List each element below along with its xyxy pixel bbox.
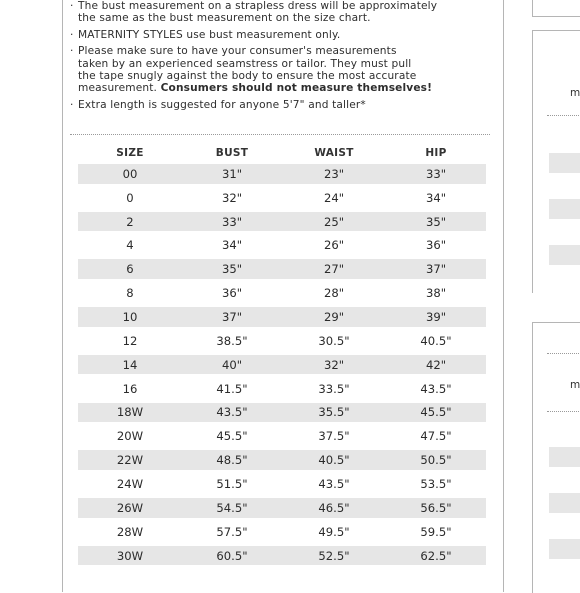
cell-bust: 31" bbox=[221, 166, 243, 181]
cell-waist: 40.5" bbox=[318, 453, 350, 468]
cell-waist: 32" bbox=[323, 357, 345, 372]
table-row bbox=[78, 474, 486, 494]
note-text: Please make sure to have your consumer's measurements taken by an experienced seamstress or tailor. They must pull the tape snugly against the body to ensure the most accurate measurement. Consumers should not measure themselves! bbox=[78, 45, 433, 95]
cell-hip: 38" bbox=[425, 286, 447, 301]
table-row bbox=[78, 450, 486, 470]
dotted-divider bbox=[547, 411, 580, 412]
table-row bbox=[78, 546, 486, 566]
cell-hip: 37" bbox=[425, 262, 447, 277]
cell-size: 16 bbox=[122, 381, 138, 396]
cell-waist: 35.5" bbox=[318, 405, 350, 420]
dotted-divider bbox=[547, 115, 580, 116]
cell-bust: 36" bbox=[221, 286, 243, 301]
cell-hip: 53.5" bbox=[420, 476, 452, 491]
table-row bbox=[78, 259, 486, 279]
cell-waist: 28" bbox=[323, 286, 345, 301]
note-bullet: · bbox=[70, 45, 74, 58]
cell-bust: 41.5" bbox=[216, 381, 248, 396]
cell-bust: 32" bbox=[221, 190, 243, 205]
cell-bust: 51.5" bbox=[216, 476, 248, 491]
note-maternity bbox=[70, 29, 500, 41]
cell-waist: 25" bbox=[323, 214, 345, 229]
cell-bust: 43.5" bbox=[216, 405, 248, 420]
shaded-row bbox=[549, 539, 580, 559]
table-row bbox=[78, 212, 486, 232]
note-extra-length bbox=[70, 99, 500, 111]
note-emphasis: Consumers should not measure themselves! bbox=[160, 82, 433, 95]
cell-waist: 30.5" bbox=[318, 333, 350, 348]
table-row bbox=[78, 307, 486, 327]
cell-waist: 43.5" bbox=[318, 476, 350, 491]
table-row bbox=[78, 498, 486, 518]
cell-waist: 23" bbox=[323, 166, 345, 181]
note-text: Extra length is suggested for anyone 5'7" and taller* bbox=[78, 98, 366, 111]
cell-hip: 39" bbox=[425, 309, 447, 324]
table-row bbox=[78, 188, 486, 208]
right-panel-lower bbox=[532, 322, 580, 593]
size-table-header bbox=[78, 142, 486, 164]
cell-hip: 62.5" bbox=[420, 548, 452, 563]
note-bullet: · bbox=[70, 98, 74, 111]
cell-size: 14 bbox=[122, 357, 138, 372]
cell-size: 0 bbox=[126, 190, 134, 205]
dotted-divider bbox=[70, 134, 490, 135]
cell-bust: 33" bbox=[221, 214, 243, 229]
cell-bust: 38.5" bbox=[216, 333, 248, 348]
cell-hip: 33" bbox=[425, 166, 447, 181]
cell-hip: 56.5" bbox=[420, 500, 452, 515]
table-row bbox=[78, 283, 486, 303]
shaded-row bbox=[549, 153, 580, 173]
shaded-row bbox=[549, 493, 580, 513]
cell-hip: 35" bbox=[425, 214, 447, 229]
note-text: MATERNITY STYLES use bust measurement only. bbox=[78, 28, 341, 41]
table-row bbox=[78, 379, 486, 399]
cell-size: 24W bbox=[116, 476, 144, 491]
cell-bust: 37" bbox=[221, 309, 243, 324]
cell-hip: 45.5" bbox=[420, 405, 452, 420]
cell-size: 2 bbox=[126, 214, 134, 229]
cell-waist: 46.5" bbox=[318, 500, 350, 515]
cell-size: 6 bbox=[126, 262, 134, 277]
cell-hip: 59.5" bbox=[420, 524, 452, 539]
cell-size: 00 bbox=[122, 166, 138, 181]
cell-size: 28W bbox=[116, 524, 144, 539]
right-panel-label: m bbox=[570, 379, 580, 391]
cell-bust: 45.5" bbox=[216, 429, 248, 444]
cell-size: 8 bbox=[126, 286, 134, 301]
cell-bust: 48.5" bbox=[216, 453, 248, 468]
cell-size: 10 bbox=[122, 309, 138, 324]
cell-size: 18W bbox=[116, 405, 144, 420]
note-strapless bbox=[70, 0, 500, 25]
note-bullet: · bbox=[70, 28, 74, 41]
shaded-row bbox=[549, 199, 580, 219]
size-notes bbox=[70, 0, 500, 115]
cell-hip: 50.5" bbox=[420, 453, 452, 468]
cell-bust: 40" bbox=[221, 357, 243, 372]
right-panel-label: m bbox=[570, 87, 580, 99]
cell-size: 12 bbox=[122, 333, 138, 348]
header-size: SIZE bbox=[116, 147, 144, 159]
cell-waist: 49.5" bbox=[318, 524, 350, 539]
cell-size: 30W bbox=[116, 548, 144, 563]
table-row bbox=[78, 522, 486, 542]
shaded-row bbox=[549, 447, 580, 467]
header-hip: HIP bbox=[425, 147, 447, 159]
right-panel-upper bbox=[532, 30, 580, 293]
table-row bbox=[78, 236, 486, 256]
cell-hip: 43.5" bbox=[420, 381, 452, 396]
cell-hip: 34" bbox=[425, 190, 447, 205]
cell-size: 22W bbox=[116, 453, 144, 468]
dotted-divider bbox=[547, 353, 580, 354]
size-table-body bbox=[78, 164, 486, 565]
cell-waist: 29" bbox=[323, 309, 345, 324]
right-panel-top bbox=[532, 0, 580, 17]
cell-hip: 47.5" bbox=[420, 429, 452, 444]
header-bust: BUST bbox=[215, 147, 249, 159]
note-bullet: · bbox=[70, 0, 74, 12]
note-text: The bust measurement on a strapless dress will be approximately the same as the bust measurement on the size chart. bbox=[78, 0, 438, 25]
cell-bust: 60.5" bbox=[216, 548, 248, 563]
header-waist: WAIST bbox=[314, 147, 354, 159]
table-row bbox=[78, 164, 486, 184]
cell-waist: 33.5" bbox=[318, 381, 350, 396]
cell-hip: 42" bbox=[425, 357, 447, 372]
cell-waist: 24" bbox=[323, 190, 345, 205]
table-row bbox=[78, 331, 486, 351]
cell-bust: 34" bbox=[221, 238, 243, 253]
table-row bbox=[78, 426, 486, 446]
size-table bbox=[78, 142, 486, 570]
cell-waist: 27" bbox=[323, 262, 345, 277]
cell-waist: 52.5" bbox=[318, 548, 350, 563]
table-row bbox=[78, 403, 486, 423]
cell-size: 26W bbox=[116, 500, 144, 515]
cell-hip: 36" bbox=[425, 238, 447, 253]
cell-bust: 54.5" bbox=[216, 500, 248, 515]
cell-bust: 57.5" bbox=[216, 524, 248, 539]
cell-waist: 37.5" bbox=[318, 429, 350, 444]
table-row bbox=[78, 355, 486, 375]
cell-bust: 35" bbox=[221, 262, 243, 277]
shaded-row bbox=[549, 245, 580, 265]
cell-hip: 40.5" bbox=[420, 333, 452, 348]
cell-size: 20W bbox=[116, 429, 144, 444]
cell-size: 4 bbox=[126, 238, 134, 253]
cell-waist: 26" bbox=[323, 238, 345, 253]
note-measurement bbox=[70, 45, 500, 95]
